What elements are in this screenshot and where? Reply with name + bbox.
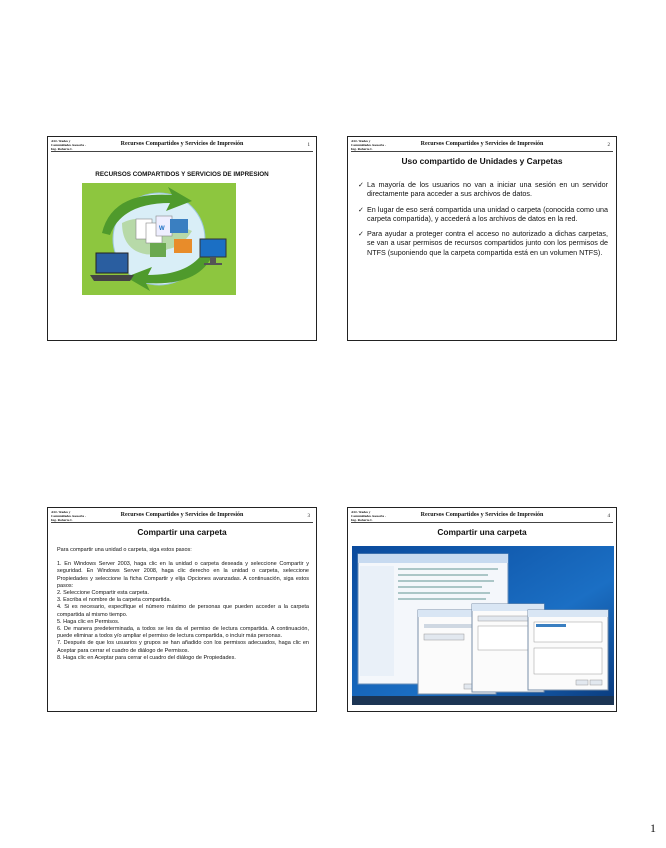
slide-number: 4 bbox=[607, 514, 610, 519]
slide-title: Uso compartido de Unidades y Carpetas bbox=[401, 156, 563, 166]
slide-number: 1 bbox=[307, 143, 310, 148]
windows-share-dialog-screenshot bbox=[352, 546, 614, 705]
step-item: 6. De manera predeterminada, a todos se les da el permiso de lectura compartida. A continuación, puede eliminar a todos y/o ampliar el permiso de lectura compartida, o incluir más personas. bbox=[57, 626, 309, 640]
slide-number: 3 bbox=[307, 514, 310, 519]
header-institution: ASI / Redes y Comunidades Asesoria - Ing. Roberto I. bbox=[51, 510, 87, 522]
bullet-item: ✓ Para ayudar a proteger contra el acceso no autorizado a dichas carpetas, se van a usar permisos de recursos compartidos junto con los permisos de NTFS (suponiendo que la carpeta compartida está en un volumen NTFS). bbox=[358, 229, 608, 257]
bullet-item: ✓ En lugar de eso será compartida una unidad o carpeta (conocida como una carpeta compartida), y accederá a los archivos de datos en la red. bbox=[358, 204, 608, 223]
step-item: 5. Haga clic en Permisos. bbox=[57, 618, 120, 625]
bullet-item: ✓ La mayoría de los usuarios no van a iniciar una sesión en un servidor directamente para acceder a sus archivos de datos. bbox=[358, 180, 608, 199]
slide-4 bbox=[347, 507, 617, 712]
svg-text:W: W bbox=[159, 226, 165, 232]
steps-body bbox=[57, 547, 309, 662]
header-title: Recursos Compartidos y Servicios de Impresión bbox=[120, 512, 244, 518]
header-institution: ASI / Redes y Comunidades Asesoria - Ing. Roberto I. bbox=[351, 139, 387, 151]
header-title: Recursos Compartidos y Servicios de Impresión bbox=[420, 512, 544, 518]
header-institution: ASI / Redes y Comunidades Asesoria - Ing. Roberto I. bbox=[351, 510, 387, 522]
page-number: 1 bbox=[650, 821, 656, 835]
slide-header bbox=[51, 511, 313, 523]
step-item: 7. Después de que los usuarios y grupos se han añadido con los permisos adecuados, haga clic en Aceptar para cerrar el cuadro de diálogo de Permisos. bbox=[57, 640, 309, 654]
slide-title: Compartir una carpeta bbox=[437, 527, 527, 537]
checkmark-icon: ✓ bbox=[358, 180, 365, 189]
header-title: Recursos Compartidos y Servicios de Impresión bbox=[120, 141, 244, 147]
slide-header bbox=[51, 140, 313, 152]
slide-title: Compartir una carpeta bbox=[137, 527, 227, 537]
bullet-list bbox=[358, 180, 608, 263]
step-item: 3. Escriba el nombre de la carpeta compartida. bbox=[57, 597, 172, 604]
checkmark-icon: ✓ bbox=[358, 204, 365, 214]
intro-text: Para compartir una unidad o carpeta, siga estos pasos: bbox=[57, 547, 192, 553]
slide-2 bbox=[347, 136, 617, 341]
slide-title: RECURSOS COMPARTIDOS Y SERVICIOS DE IMPRESION bbox=[95, 171, 269, 178]
slide-3 bbox=[47, 507, 317, 712]
checkmark-icon: ✓ bbox=[358, 229, 365, 239]
slide-number: 2 bbox=[607, 143, 610, 148]
slide-1 bbox=[47, 136, 317, 341]
globe-network-illustration bbox=[82, 183, 236, 295]
slide-header bbox=[351, 511, 613, 523]
header-title: Recursos Compartidos y Servicios de Impresión bbox=[420, 141, 544, 147]
slide-header bbox=[351, 140, 613, 152]
step-item: 8. Haga clic en Aceptar para cerrar el cuadro del diálogo de Propiedades. bbox=[57, 654, 236, 661]
header-institution: ASI / Redes y Comunidades Asesoria - Ing. Roberto I. bbox=[51, 139, 87, 151]
step-item: 4. Si es necesario, especifique el número máximo de personas que pueden acceder a la carpeta compartida al mismo tiempo. bbox=[57, 604, 309, 618]
step-item: 2. Seleccione Compartir esta carpeta. bbox=[57, 590, 150, 597]
step-item: 1. En Windows Server 2003, haga clic en la unidad o carpeta deseada y seleccione Compartir y seguridad. En Windows Server 2008, haga clic derecho en la unidad o carpeta, seleccione Propiedades y seleccione la ficha Compartir y elija Opciones avanzadas. A continuación, siga estos pasos: bbox=[57, 561, 309, 589]
